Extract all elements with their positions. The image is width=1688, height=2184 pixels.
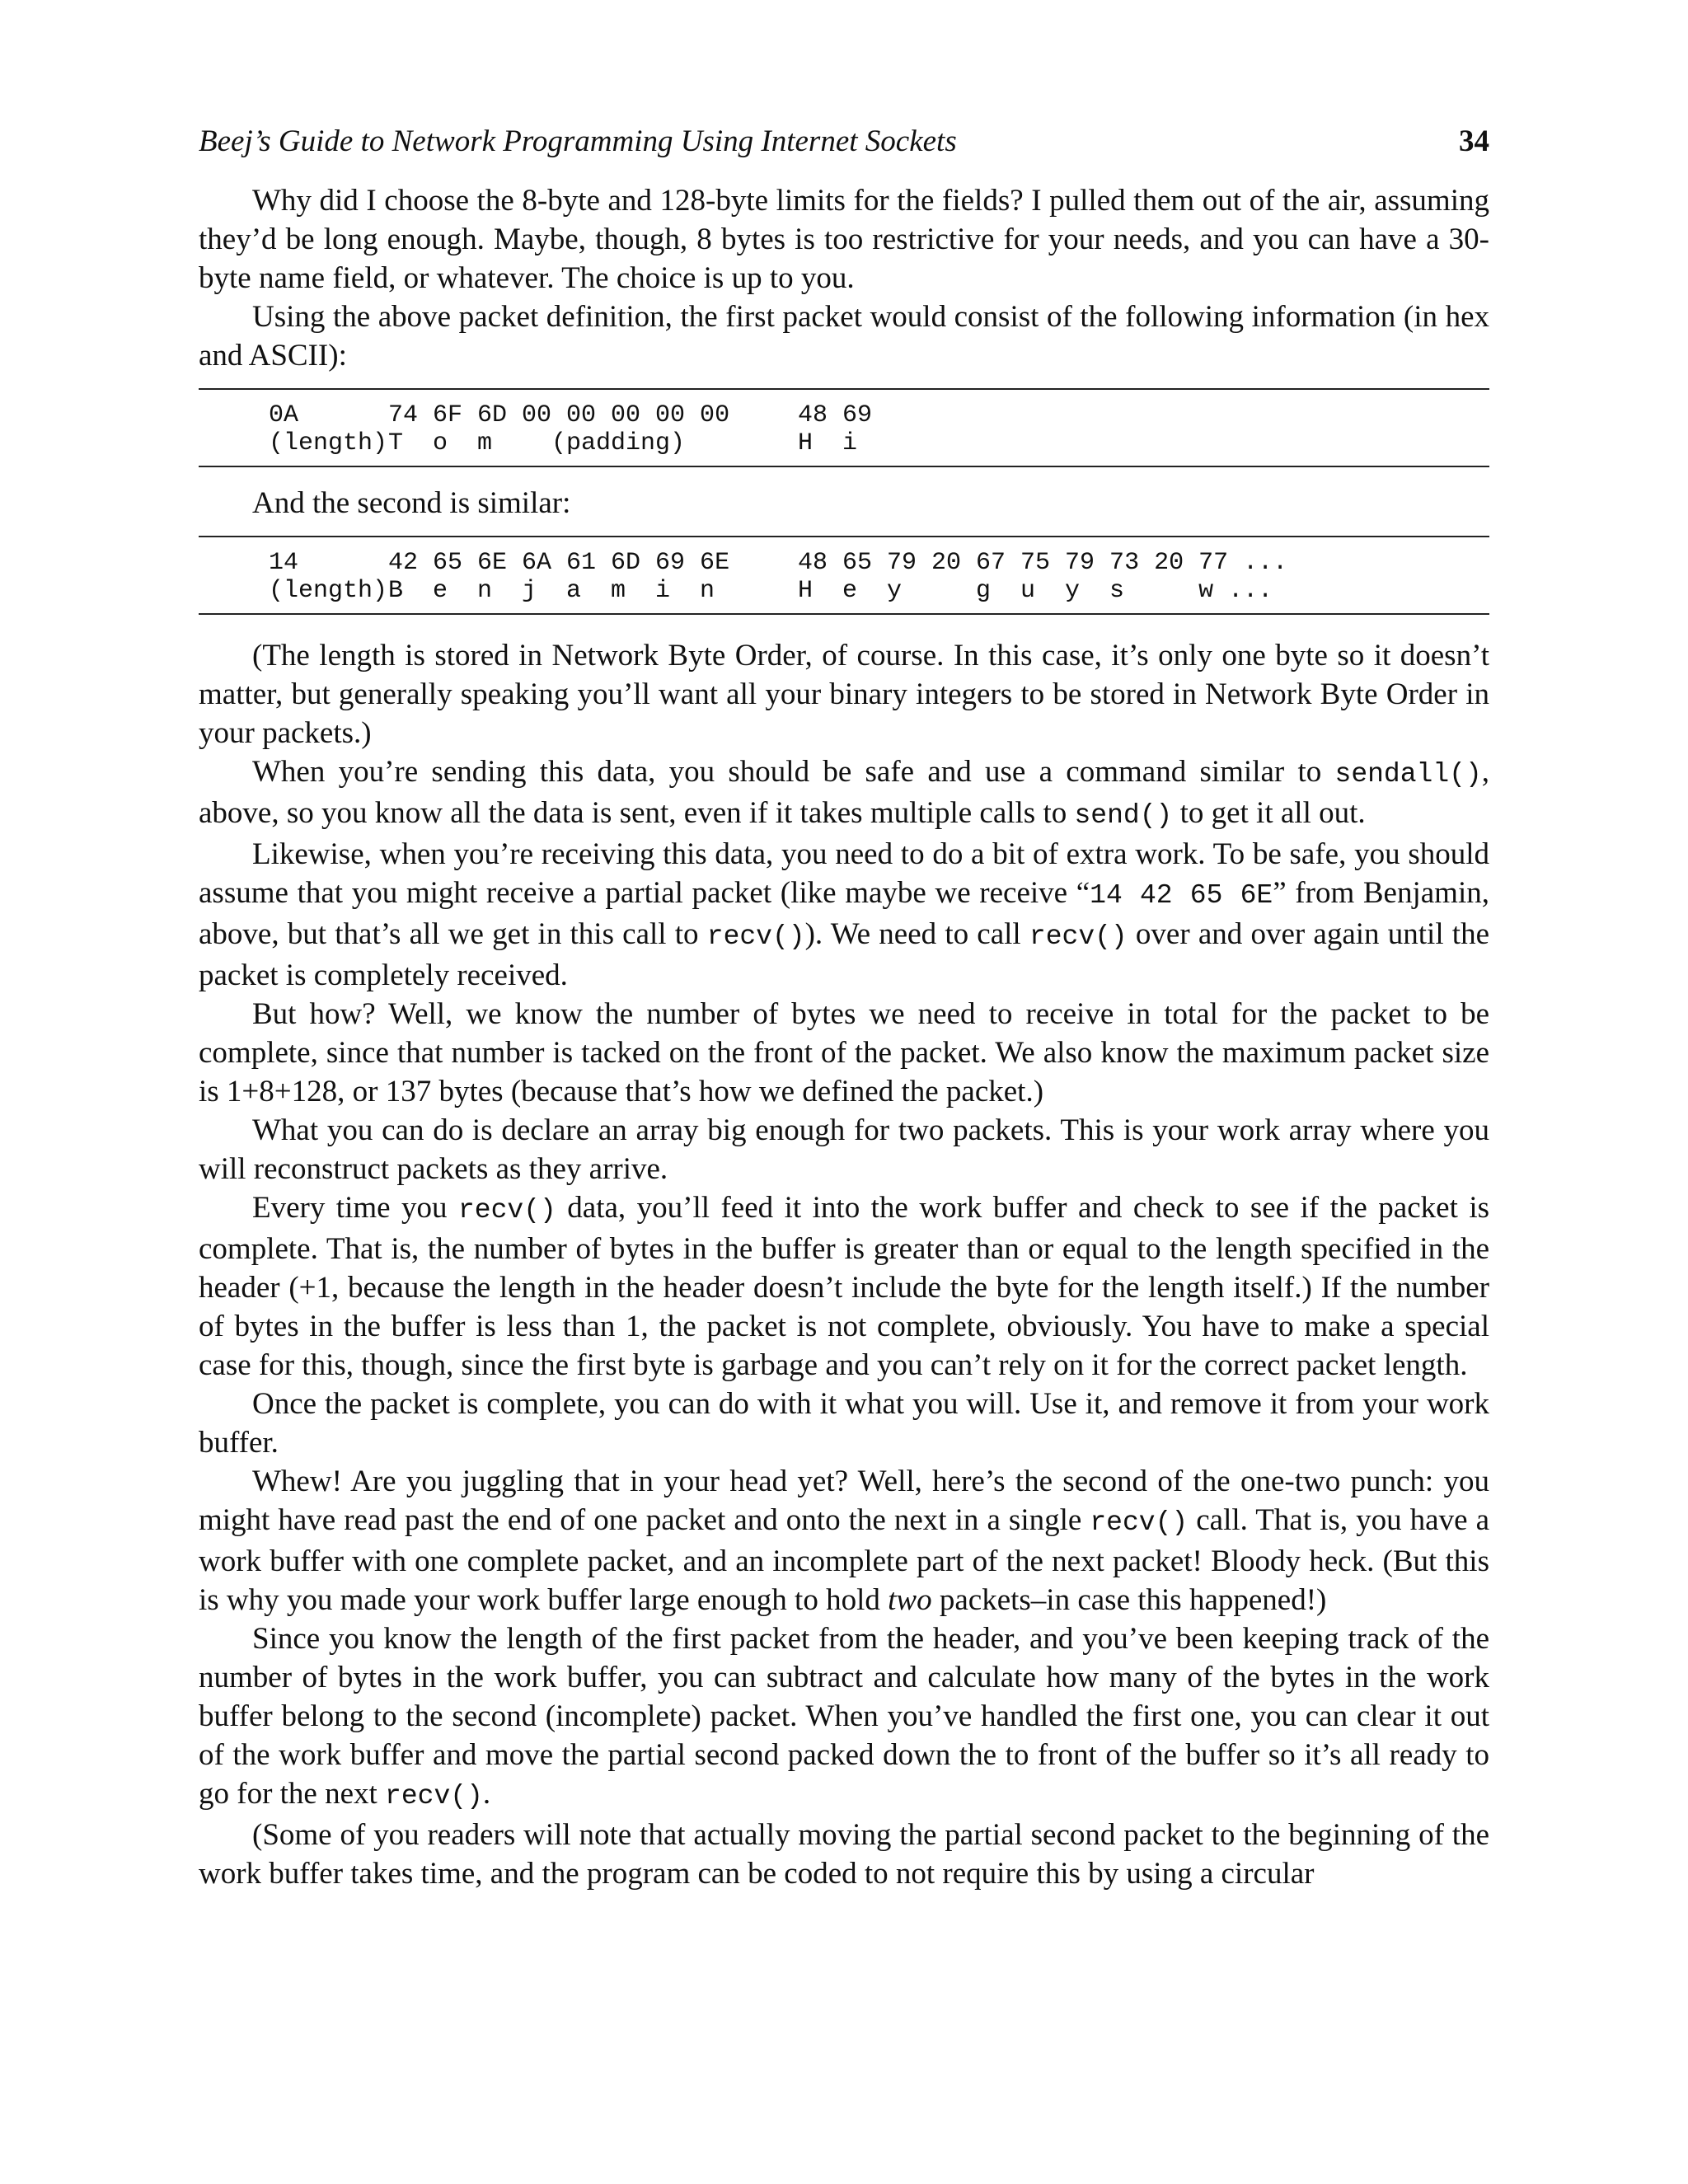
hex-name-bytes: 74 6F 6D 00 00 00 00 00 bbox=[388, 401, 730, 429]
label-length: (length) bbox=[269, 577, 388, 605]
paragraph-3: And the second is similar: bbox=[252, 486, 571, 520]
emphasis-two: two bbox=[888, 1583, 932, 1617]
hex-chat-bytes: 48 65 79 20 67 75 79 73 20 77 ... bbox=[798, 549, 1288, 577]
label-name: B e n j a m i n bbox=[388, 577, 715, 605]
text-run: Whew! Are you juggling that in your head yet? Well, here’s the second of the one-two punch: you might have read past the end of one packet and onto the next in a single bbox=[199, 1465, 1489, 1537]
hex-row-bytes bbox=[199, 549, 1489, 577]
code-recv: recv() bbox=[1090, 1507, 1189, 1538]
label-chat: H i bbox=[798, 429, 858, 457]
text-run: ). We need to call bbox=[804, 917, 1029, 951]
text-run: , above, so you know all the data is sent, even if it takes multiple calls to bbox=[199, 755, 1489, 830]
hex-length-byte: 0A bbox=[269, 401, 299, 429]
text-run: data, you’ll feed it into the work buffer and check to see if the packet is complete. That is, the number of bytes in the buffer is greater than or equal to the length specified in the header (+1, because the length in the header doesn’t include the byte for the length itself.) If the number of bytes in the buffer is less than 1, the packet is not complete, obviously. You have to make a special case for this, though, since the first byte is garbage and you can’t rely on it for the correct packet length. bbox=[199, 1191, 1489, 1382]
code-recv: recv() bbox=[385, 1781, 483, 1811]
text-run: over and over again until the packet is completely received. bbox=[199, 917, 1489, 992]
text-run: Likewise, when you’re receiving this data, you need to do a bit of extra work. To be safe, you should assume that you might receive a partial packet (like maybe we receive “ bbox=[199, 837, 1489, 910]
label-name: T o m (padding) bbox=[388, 429, 686, 457]
paragraph-5 bbox=[199, 752, 1489, 835]
paragraph-9 bbox=[199, 1188, 1489, 1385]
paragraph-8: What you can do is declare an array big enough for two packets. This is your work array where you will reconstruct packets as they arrive. bbox=[199, 1113, 1489, 1186]
code-recv: recv() bbox=[458, 1195, 556, 1226]
hex-dump-packet-2 bbox=[199, 536, 1489, 615]
document-page bbox=[199, 124, 1489, 1893]
paragraph-12 bbox=[199, 1619, 1489, 1816]
running-title: Beej’s Guide to Network Programming Using Internet Sockets bbox=[199, 124, 957, 158]
text-run: packets–in case this happened!) bbox=[931, 1583, 1327, 1617]
code-recv: recv() bbox=[1029, 921, 1128, 952]
paragraph-10: Once the packet is complete, you can do with it what you will. Use it, and remove it from your work buffer. bbox=[199, 1387, 1489, 1460]
text-run: to get it all out. bbox=[1172, 796, 1366, 830]
page-header bbox=[199, 124, 1489, 176]
paragraph-6 bbox=[199, 835, 1489, 995]
hex-name-bytes: 42 65 6E 6A 61 6D 69 6E bbox=[388, 549, 730, 577]
text-run: call. That is, you have a work buffer with one complete packet, and an incomplete part of the next packet! Bloody heck. (But this is why you made your work buffer large enough to hold bbox=[199, 1503, 1489, 1617]
page-number: 34 bbox=[1459, 124, 1489, 158]
text-run: When you’re sending this data, you should be safe and use a command similar to bbox=[252, 755, 1335, 789]
paragraph-1: Why did I choose the 8-byte and 128-byte limits for the fields? I pulled them out of the air, assuming they’d be long enough. Maybe, though, 8 bytes is too restrictive for your needs, and you can have a 30-byte name field, or whatever. The choice is up to you. bbox=[199, 184, 1489, 295]
paragraph-13: (Some of you readers will note that actually moving the partial second packet to the beginning of the work buffer takes time, and the program can be coded to not require this by using a circular bbox=[199, 1818, 1489, 1891]
hex-row-bytes bbox=[199, 401, 1489, 429]
code-sendall: sendall() bbox=[1334, 759, 1482, 790]
paragraph-4: (The length is stored in Network Byte Order, of course. In this case, it’s only one byte so it doesn’t matter, but generally speaking you’ll want all your binary integers to be stored in Network Byte Order in your packets.) bbox=[199, 639, 1489, 750]
code-bytes: 14 42 65 6E bbox=[1090, 880, 1273, 911]
hex-dump-packet-1 bbox=[199, 388, 1489, 467]
paragraph-11 bbox=[199, 1462, 1489, 1619]
text-run: . bbox=[482, 1777, 491, 1811]
paragraph-2: Using the above packet definition, the first packet would consist of the following information (in hex and ASCII): bbox=[199, 300, 1489, 373]
text-run: Every time you bbox=[252, 1191, 458, 1225]
text-run: ” from Benjamin, above, but that’s all we get in this call to bbox=[199, 876, 1489, 951]
code-recv: recv() bbox=[706, 921, 805, 952]
label-chat: H e y g u y s w ... bbox=[798, 577, 1273, 605]
paragraph-7: But how? Well, we know the number of bytes we need to receive in total for the packet to be complete, since that number is tacked on the front of the packet. We also know the maximum packet size is 1+8+128, or 137 bytes (because that’s how we defined the packet.) bbox=[199, 997, 1489, 1108]
hex-row-labels bbox=[199, 577, 1489, 605]
code-send: send() bbox=[1074, 800, 1173, 831]
text-run: Since you know the length of the first packet from the header, and you’ve been keeping track of the number of bytes in the work buffer, you can subtract and calculate how many of the bytes in the work buffer belong to the second (incomplete) packet. When you’ve handled the first one, you can clear it out of the work buffer and move the partial second packed down the to front of the buffer so it’s all ready to go for the next bbox=[199, 1622, 1489, 1811]
label-length: (length) bbox=[269, 429, 388, 457]
hex-length-byte: 14 bbox=[269, 549, 299, 577]
hex-chat-bytes: 48 69 bbox=[798, 401, 873, 429]
hex-row-labels bbox=[199, 429, 1489, 457]
